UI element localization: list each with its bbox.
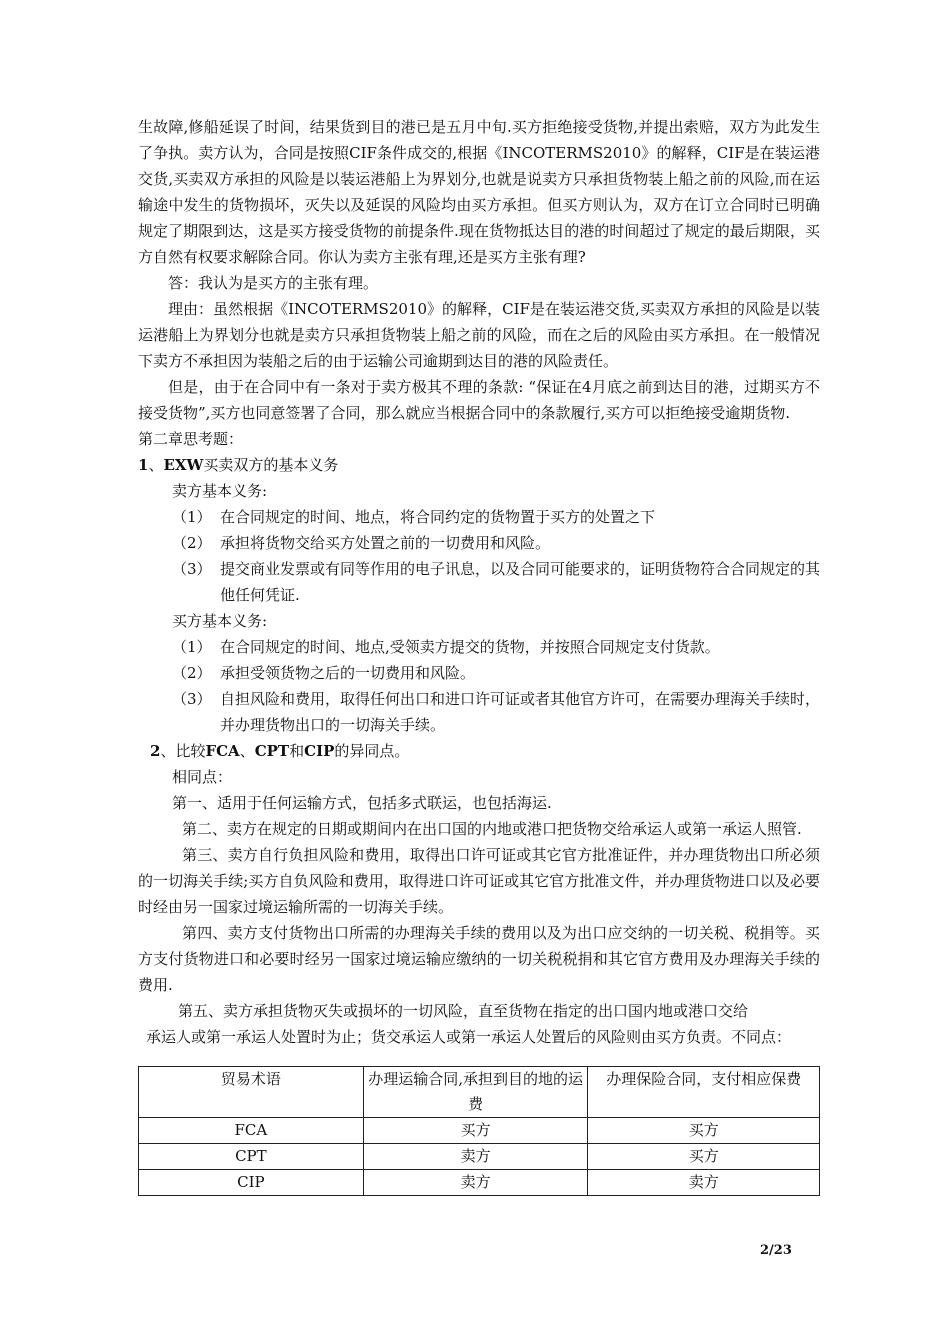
table-header-row xyxy=(139,1067,820,1118)
table-cell: FCA xyxy=(139,1118,364,1144)
chapter-title: 第二章思考题： xyxy=(138,430,244,448)
same-point-5-line-2: 承运人或第一承运人处置时为止；货交承运人或第一承运人处置后的风险则由买方负责。不同点： xyxy=(146,1028,792,1046)
table-cell: 卖方 xyxy=(363,1170,588,1196)
seller-obligations-title: 卖方基本义务: xyxy=(172,482,268,500)
same-point-1: 第一、适用于任何运输方式，包括多式联运，也包括海运. xyxy=(172,794,552,812)
reason-paragraph: 理由：虽然根据《INCOTERMS2010》的解释，CIF是在装运港交货,买卖双方承担的风险是以装运港船上为界划分也就是卖方只承担货物装上船之前的风险，而在之后的风险由买方承担。在一般情况下卖方不承担因为装船之后的由于运输公司逾期到达目的港的风险责任。 xyxy=(138,300,820,370)
list-item: （3） 提交商业发票或有同等作用的电子讯息，以及合同可能要求的，证明货物符合合同规定的其他任何凭证. xyxy=(172,560,821,604)
question-2-heading: 2、比较FCA、CPT和CIP的异同点。 xyxy=(150,742,410,760)
page-number: 2/23 xyxy=(760,1243,792,1258)
buyer-obligations-list xyxy=(138,634,820,738)
table-header-cell: 办理保险合同，支付相应保费 xyxy=(588,1067,820,1118)
list-item: （2） 承担将货物交给买方处置之前的一切费用和风险。 xyxy=(172,534,551,552)
same-point-3: 第三、卖方自行负担风险和费用，取得出口许可证或其它官方批准证件，并办理货物出口所必须的一切海关手续;买方自负风险和费用，取得进口许可证或其它官方批准文件，并办理货物进口以及必要时经由另一国家过境运输所需的一切海关手续。 xyxy=(138,846,820,916)
list-item: （2） 承担受领货物之后的一切费用和风险。 xyxy=(172,664,476,682)
case-paragraph: 生故障,修船延误了时间，结果货到目的港已是五月中旬.买方拒绝接受货物,并提出索赔，双方为此发生了争执。卖方认为，合同是按照CIF条件成交的,根据《INCOTERMS2010》的解释，CIF是在装运港交货,买卖双方承担的风险是以装运港船上为界划分,也就是说卖方只承担货物装上船之前的风险,而在运输途中发生的货物损坏，灭失以及延误的风险均由买方承担。但买方则认为，双方在订立合同时已明确规定了期限到达，这是买方接受货物的前提条件.现在货物抵达目的港的时间超过了规定的最后期限，买方自然有权要求解除合同。你认为卖方主张有理,还是买方主张有理? xyxy=(138,118,820,266)
question-1-heading: 1、EXW买卖双方的基本义务 xyxy=(138,456,339,474)
seller-obligations-list xyxy=(138,504,820,608)
table-cell: CPT xyxy=(139,1144,364,1170)
table-header-cell: 贸易术语 xyxy=(139,1067,364,1118)
table-row xyxy=(139,1144,820,1170)
same-point-5-line-1: 第五、卖方承担货物灭失或损坏的一切风险，直至货物在指定的出口国内地或港口交给 xyxy=(178,1002,749,1020)
table-cell: 买方 xyxy=(588,1144,820,1170)
answer-paragraph: 答：我认为是买方的主张有理。 xyxy=(168,274,379,292)
buyer-obligations-title: 买方基本义务: xyxy=(172,612,268,630)
list-item: （3） 自担风险和费用，取得任何出口和进口许可证或者其他官方许可，在需要办理海关手续时，并办理货物出口的一切海关手续。 xyxy=(172,690,821,734)
table-cell: 买方 xyxy=(363,1118,588,1144)
list-item: （1） 在合同规定的时间、地点,受领卖方提交的货物，并按照合同规定支付货款。 xyxy=(172,638,720,656)
table-cell: 买方 xyxy=(588,1118,820,1144)
table-cell: CIP xyxy=(139,1170,364,1196)
comparison-table xyxy=(138,1066,820,1196)
table-header-cell: 办理运输合同,承担到目的地的运费 xyxy=(363,1067,588,1118)
case-section xyxy=(138,114,820,1050)
same-point-2: 第二、卖方在规定的日期或期间内在出口国的内地或港口把货物交给承运人或第一承运人照管. xyxy=(182,820,802,838)
table-row xyxy=(139,1118,820,1144)
same-point-4: 第四、卖方支付货物出口所需的办理海关手续的费用以及为出口应交纳的一切关税、税捐等。买方支付货物进口和必要时经另一国家过境运输应缴纳的一切关税税捐和其它官方费用及办理海关手续的费用. xyxy=(138,924,820,994)
table-cell: 卖方 xyxy=(588,1170,820,1196)
however-paragraph: 但是，由于在合同中有一条对于卖方极其不理的条款: “保证在4月底之前到达目的港，过期买方不接受货物”,买方也同意签署了合同，那么就应当根据合同中的条款履行,买方可以拒绝接受逾期货物. xyxy=(138,378,820,422)
same-points-title: 相同点： xyxy=(172,768,233,786)
table-row xyxy=(139,1170,820,1196)
list-item: （1） 在合同规定的时间、地点，将合同约定的货物置于买方的处置之下 xyxy=(172,508,656,526)
table-cell: 卖方 xyxy=(363,1144,588,1170)
